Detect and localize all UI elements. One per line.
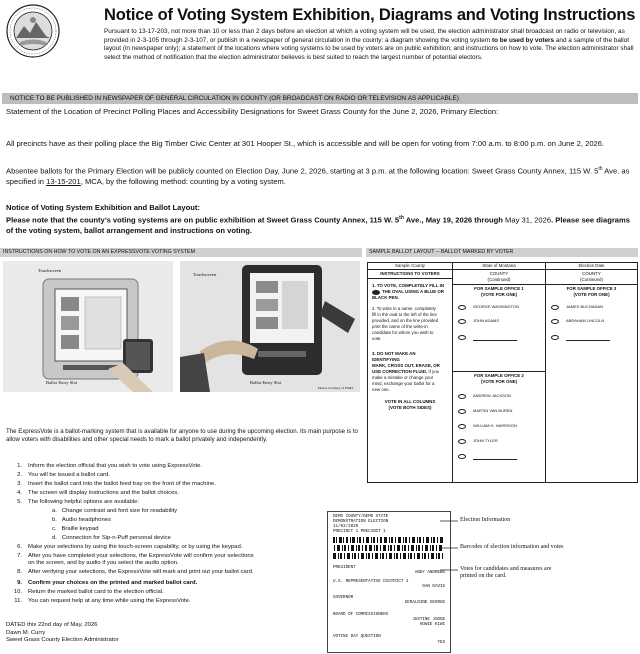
- expressvote-photo-voter: [180, 261, 360, 392]
- sample-ballot-header: SAMPLE BALLOT LAYOUT -- BALLOT MARKED BY VOTER: [366, 248, 638, 257]
- candidate-oval[interactable]: [458, 305, 466, 310]
- continued-label: (Continued): [487, 277, 511, 282]
- expressvote-photo-front: [3, 261, 173, 392]
- contest-choice: GERALDINE GEORGE: [404, 601, 445, 605]
- option-item: c. Braille keypad: [52, 526, 99, 532]
- note-votes: Votes for candidates and measures are printed on the card.: [460, 566, 552, 579]
- contest-choice: DAN DAVIS: [422, 585, 445, 589]
- instruction-1-line-b: THE OVAL USING A BLUE OR: [382, 289, 444, 294]
- intro-paragraph: Pursuant to 13-17-203, not more than 10 or less than 2 days before an election at which a voting system will be used, the election administrator shall broadcast on radio or television, as provided in 2-3-105 through 2-3-107, or publish in a newspaper of general circulation in the county: a diagram showing the voting system to be used by voters and a sample of the ballot layout (in newspaper only); a statement of the locations where voting systems to be used by voters are on public exhibition; and instructions on how to vote. The election administrator shall select the method of notification that the election administrator believes is best suited to reach the largest number of potential electors.: [104, 28, 634, 61]
- ballot-col3-header: Election Date: [546, 263, 637, 270]
- expressvote-description: The ExpressVote is a ballot-marking system that is available for anyone to use during the upcoming election. Its main purpose is to allow voters with disabilities and other special needs to mark a ballot privately and independently.: [6, 428, 358, 443]
- contest-label: VOTING DAY QUESTION: [333, 635, 381, 639]
- note-election-info: Election Information: [460, 517, 511, 523]
- instruction-2-line: candidate for whom you wish to: [372, 330, 434, 335]
- contest-label: U.S. REPRESENTATIVE DISTRICT 1: [333, 580, 409, 584]
- instruction-3-line: new one.: [372, 387, 390, 392]
- receipt-header-line: DEMO COUNTY/DEMO STATE: [333, 515, 389, 519]
- candidate-name: WILLIAM H. HARRISON: [473, 423, 517, 428]
- photo-credit: Photos Courtesy of ES&S: [318, 386, 354, 390]
- office-2-vote-for: (VOTE FOR ONE): [480, 379, 518, 384]
- office-3-vote-for: (VOTE FOR ONE): [573, 292, 610, 297]
- instruction-3-line: USE CORRECTION FLUID. If you: [372, 369, 440, 374]
- county-seal: [6, 4, 60, 58]
- office-1-vote-for: (VOTE FOR ONE): [480, 292, 518, 297]
- ballot-col1-header: Sample County: [368, 263, 452, 270]
- callout-arrows: [440, 515, 460, 575]
- receipt-header-line: DEMONSTRATION ELECTION: [333, 520, 389, 524]
- instruction-3-line: 3. DO NOT MAKE AN: [372, 351, 416, 356]
- candidate-name: JOHN ADAMS: [473, 318, 500, 323]
- instruction-3-line: make a mistake or change your: [372, 375, 434, 380]
- candidate-oval[interactable]: [458, 424, 466, 429]
- absentee-paragraph: Absentee ballots for the Primary Election will be publicly counted on Election Day, June 2, 2026, starting at 3 p.m. at the following location: Sweet Grass County Annex, 115 W. 5th Ave. as specified in 13-15-201, MCA, by the following method: counting by a voting system.: [6, 166, 630, 186]
- note-barcodes: Barcodes of election information and votes: [460, 544, 564, 550]
- notice-bar: NOTICE TO BE PUBLISHED IN NEWSPAPER OF GENERAL CIRCULATION IN COUNTY (OR BROADCAST ON RADIO OR TELEVISION AS APPLICABLE): [2, 93, 638, 104]
- contest-label: BOARD OF COMMISSIONERS: [333, 613, 389, 617]
- contest-choice: HOWIE KIWI: [419, 623, 445, 627]
- candidate-oval[interactable]: [551, 305, 559, 310]
- candidate-oval[interactable]: [458, 394, 466, 399]
- candidate-name: JOHN TYLER: [473, 438, 498, 443]
- instruction-2-line: print the name of the write-in: [372, 324, 428, 329]
- exhibition-paragraph: Please note that the county’s voting systems are on public exhibition at Sweet Grass County Annex, 115 W. 5th Ave., May 19, 2026 through May 31, 2026. Please see diagrams of the voting system, ballot arrangement and instructions on voting.: [6, 215, 631, 235]
- contest-choice: JUSTINE JUDGE: [412, 618, 445, 622]
- mca-link[interactable]: 13-15-201: [46, 176, 81, 186]
- candidate-oval[interactable]: [458, 439, 466, 444]
- candidate-name: MARTIN VAN BUREN: [473, 408, 513, 413]
- candidate-oval[interactable]: [551, 319, 559, 324]
- page-title: Notice of Voting System Exhibition, Diagrams and Voting Instructions: [104, 6, 636, 24]
- option-item: b. Audio headphones: [52, 517, 111, 523]
- candidate-oval[interactable]: [458, 319, 466, 324]
- sample-ballot: [367, 262, 638, 483]
- write-in-oval[interactable]: [551, 335, 559, 340]
- instruction-1-line-a: 1. TO VOTE, COMPLETELY FILL IN: [372, 283, 445, 288]
- ballot-column-instructions: [368, 263, 453, 482]
- notice-page: Notice of Voting System Exhibition, Diagrams and Voting Instructions Pursuant to 13-17-203, not more than 10 or less than 2 days before an election at which a voting system will be used, the election administrator shall broadcast on radio or television, as provided in 2-3-105 through 2-3-107, or publish in a newspaper of general circulation in the county: a diagram showing the voting system to be used by voters and a sample of the ballot layout (in newspaper only); a statement of the locations where voting systems to be used by voters are on public exhibition; and instructions on how to vote. The election administrator shall select the method of notification that the election administrator believes is best suited to reach the largest number of potential electors. NOTICE TO BE PUBLISHED IN NEWSPAPER OF GENERAL CIRCULATION IN COUNTY (OR BROADCAST ON RADIO OR TELEVISION AS APPLICABLE) Statement of the Location of Precinct Polling Places and Accessibility Designations for Sweet Grass County for the June 2, 2026, Primary Election: All precincts have as their polling place the Big Timber Civic Center at 301 Hooper St., which is accessible and will be open for voting from 7:00 a.m. to 8:00 p.m. on June 2, 2026. Absentee ballots for the Primary Election will be publicly counted on Election Day, June 2, 2026, starting at 3 p.m. at the following location: Sweet Grass County Annex, 115 W. 5th Ave. as specified in 13-15-201, MCA, by the following method: counting by a voting system. Notice of Voting System Exhibition and Ballot Layout: Please note that the county’s voting systems are on public exhibition at Sweet Grass County Annex, 115 W. 5th Ave., May 19, 2026 through May 31, 2026. Please see diagrams of the voting system, ballot arrangement and instructions on voting. INSTRUCTIONS ON HOW TO VOTE ON AN EXPRESSVOTE VOTING SYSTEM SAMPLE BALLOT LAYOUT -- BALLOT MARKED BY VOTER Touchscreen Ballot Entry Slot Touchscreen Ballot Entry Slot Photos Courtesy of ES&S Sample County INSTRUCTIONS TO VOTERS 1. TO VOTE, COMPLETELY FILL IN THE OVAL USING A BLUE OR BLACK PEN. 2. To write in a name, completely fill in the oval to the left of the line provided, and on the line provided print the name of the write-in candidate for whom you wish to vote. 3. DO NOT MAKE AN IDENTIFYING MARK, CROSS OUT, ERASE, OR USE CORRECTION FLUID. If you make a mistake or change your mind, exchange your ballot for a new one. VOTE IN ALL COLUMNS (VOTE BOTH SIDES) State of Montana COUNTY (Continued) FOR SAMPLE OFFICE 1 (VOTE FOR ONE) GEORGE WASHINGTON JOHN ADAMS FOR SAMPLE OFFICE 2 (VOTE FOR ONE) ANDREW JACKSON MARTIN VAN BUREN WILLIAM H. HARRISON JOHN TYLER Election Date COUNTY (Continued) FOR SAMPLE OFFICE 3 (VOTE FOR ONE) JAMES BUCHANAN ABRAHAM LINCOLN The ExpressVote is a ballot-marking system that is available for anyone to use during the upcoming election. Its main purpose is to allow voters with disabilities and other special needs to mark a ballot privately and independently. 1. Inform the election official that you wish to vote using ExpressVote. 2. You will be issued a ballot card. 3. Insert the ballot card into the ballot feed tray on the front of the machine. 4. The screen will display instructions and the ballot choices. 5. The following helpful options are available: a. Change contrast and font size for readability b. Audio headphones c. Braille keypad d. Connection for Sip-n-Puff personal device 6. Make your selections by using the touch-screen capability, or by using the keypad. 7. After you have completed your selections, the ExpressVote will confirm your selections on the screen, and by audio if you select the audio option. 8. After verifying your selections, the ExpressVote will mark and print out your ballot card. 9. Confirm your choices on the printed and marked ballot card. 10. Return the marked ballot card to the election official. 11. You can request help at any time while using the ExpressVote. DATED this 22nd day of May, 2026 Dawn M. Curry Sweet Grass County Election Administrator DEMO COUNTY/DEMO STATE DEMONSTRATION ELECTION 11/03/2020 PRECINCT 1 PRECINCT 1 PRESIDENT ANDY ANDREWS U.S. REPRESENTATIVE DISTRICT 1 DAN DAVIS GOVERNOR GERALDINE GEORGE BOARD OF COMMISSIONERS JUSTINE JUDGE HOWIE KIWI VOTING DAY QUESTION YES Election Information Barcodes of election information and votes Votes for candidates and measures are printed on the card.: [0, 0, 640, 654]
- contest-choice: YES: [437, 641, 445, 645]
- contest-choice: ANDY ANDREWS: [414, 571, 445, 575]
- printed-ballot-card: [327, 511, 451, 653]
- photo2-touchscreen-label: Touchscreen: [193, 272, 217, 277]
- instruction-2-line: vote.: [372, 336, 382, 341]
- ballot-column-election-date: [546, 263, 637, 482]
- instructions-header: INSTRUCTIONS ON HOW TO VOTE ON AN EXPRESSVOTE VOTING SYSTEM: [0, 248, 362, 257]
- photo1-touchscreen-label: Touchscreen: [38, 268, 62, 273]
- instruction-3-line: mind, exchange your ballot for a: [372, 381, 435, 386]
- location-statement: Statement of the Location of Precinct Polling Places and Accessibility Designations for Sweet Grass County for the June 2, 2026, Primary Election:: [6, 107, 499, 116]
- photo2-slot-label: Ballot Entry Slot: [250, 380, 282, 385]
- instruction-3-line: MARK, CROSS OUT, ERASE, OR: [372, 363, 440, 368]
- vote-all-columns: VOTE IN ALL COLUMNS: [384, 399, 436, 404]
- receipt-header-line: PRECINCT 1 PRECINCT 1: [333, 530, 386, 534]
- write-in-line[interactable]: [473, 340, 517, 341]
- candidate-name: GEORGE WASHINGTON: [473, 304, 520, 309]
- vote-both-sides: (VOTE BOTH SIDES): [388, 405, 432, 410]
- office-2-title: FOR SAMPLE OFFICE 2: [474, 373, 524, 378]
- county-label: COUNTY: [582, 271, 601, 276]
- instruction-3-line: IDENTIFYING: [372, 357, 400, 362]
- photo1-slot-label: Ballot Entry Slot: [46, 380, 78, 385]
- barcode: [333, 537, 445, 543]
- instructions-title: INSTRUCTIONS TO VOTERS: [380, 271, 440, 276]
- write-in-line[interactable]: [566, 340, 610, 341]
- instruction-2-line: 2. To write in a name, completely: [372, 306, 436, 311]
- ballot-column-county: [453, 263, 546, 482]
- write-in-line[interactable]: [473, 459, 517, 460]
- county-label: COUNTY: [489, 271, 509, 276]
- option-item: a. Change contrast and font size for readability: [52, 508, 178, 514]
- candidate-name: ANDREW JACKSON: [473, 393, 511, 398]
- barcode: [333, 553, 445, 559]
- candidate-name: JAMES BUCHANAN: [566, 304, 603, 309]
- candidate-name: ABRAHAM LINCOLN: [566, 318, 605, 323]
- ballot-col2-header: State of Montana: [453, 263, 545, 270]
- signer-role: Sweet Grass County Election Administrator: [6, 637, 119, 644]
- office-1-title: FOR SAMPLE OFFICE 1: [474, 286, 524, 291]
- write-in-oval[interactable]: [458, 454, 466, 459]
- write-in-oval[interactable]: [458, 335, 466, 340]
- instruction-2-line: provided, and on the line provided: [372, 318, 439, 323]
- barcode: [333, 545, 445, 551]
- instruction-2-line: fill in the oval to the left of the line: [372, 312, 437, 317]
- receipt-header-line: 11/03/2020: [333, 525, 359, 529]
- office-3-title: FOR SAMPLE OFFICE 3: [566, 286, 617, 291]
- polling-place-paragraph: All precincts have as their polling place the Big Timber Civic Center at 301 Hooper St., which is accessible and will be open for voting from 7:00 a.m. to 8:00 p.m. on June 2, 2026.: [6, 139, 605, 148]
- signer-name: Dawn M. Curry: [6, 629, 46, 636]
- dated-line: DATED this 22nd day of May, 2026: [6, 622, 98, 628]
- continued-label: (Continued): [580, 277, 603, 282]
- contest-label: GOVERNOR: [333, 596, 354, 600]
- candidate-oval[interactable]: [458, 409, 466, 414]
- exhibition-heading: Notice of Voting System Exhibition and Ballot Layout:: [6, 203, 200, 212]
- signoff: [6, 622, 119, 645]
- contest-label: PRESIDENT: [333, 566, 356, 570]
- instruction-1-line-c: BLACK PEN.: [372, 295, 399, 300]
- option-item: d. Connection for Sip-n-Puff personal device: [52, 535, 171, 541]
